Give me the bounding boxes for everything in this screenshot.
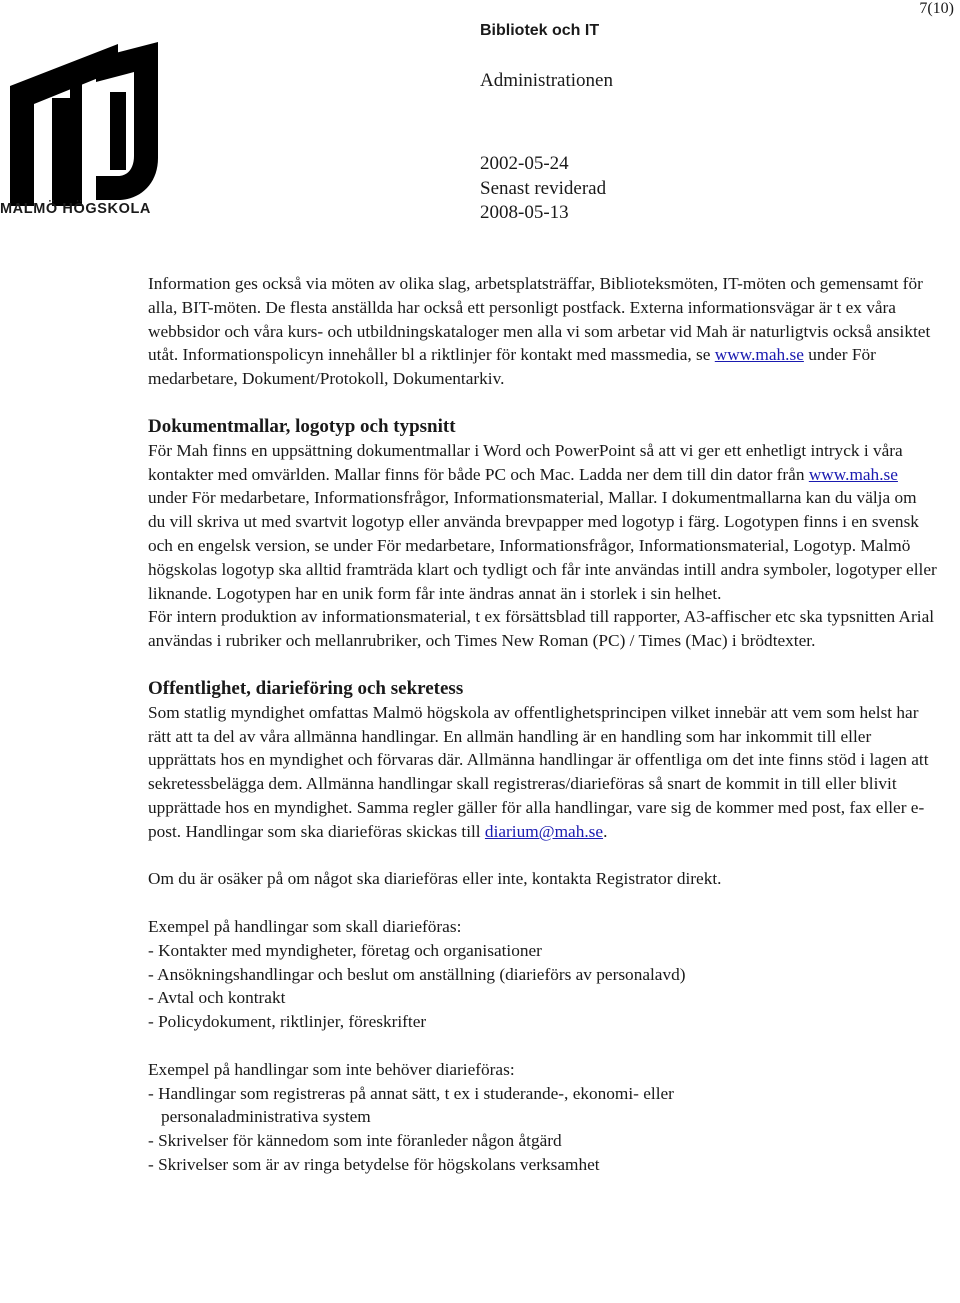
list-item: - Avtal och kontrakt bbox=[148, 988, 286, 1008]
public-records-heading: Offentlighet, diarieföring och sekretess bbox=[148, 677, 464, 699]
list-item: - Kontakter med myndigheter, företag och organisationer bbox=[148, 940, 542, 960]
list-item: - Policydokument, riktlinjer, föreskrifter bbox=[148, 1012, 427, 1032]
page-number: 7(10) bbox=[919, 0, 954, 17]
register-list-title: Exempel på handlingar som skall diarieföras: bbox=[148, 916, 462, 936]
list-item: - Skrivelser för kännedom som inte föranleder någon åtgärd bbox=[148, 1131, 562, 1151]
no-register-list-title: Exempel på handlingar som inte behöver diarieföras: bbox=[148, 1059, 515, 1079]
list-item: - Ansökningshandlingar och beslut om anställning (diarieförs av personalavd) bbox=[148, 964, 686, 984]
public-records-paragraph bbox=[148, 701, 938, 844]
header-dates bbox=[480, 152, 606, 226]
unsure-paragraph: Om du är osäker på om något ska diarieföras eller inte, kontakta Registrator direkt. bbox=[148, 869, 722, 889]
list-item-continuation: personaladministrativa system bbox=[161, 1107, 371, 1127]
templates-text: För Mah finns en uppsättning dokumentmallar i Word och PowerPoint så att vi ger ett enhetligt intryck i våra kontakter med omvärlden. Mallar finns för både PC och Mac. Ladda ner dem till din dator från bbox=[148, 440, 903, 484]
intro-paragraph bbox=[148, 272, 938, 391]
public-records-text: Som statlig myndighet omfattas Malmö högskola av offentlighetsprincipen vilket innebär att vem som helst har rätt att ta del av våra allmänna handlingar. En allmän handling är en handling som har inkommit till eller upprättats hos en myndighet och förvaras där. Allmänna handlingar är offentliga om det inte finns stöd i lagen att sekretessbelägga dem. Allmänna handlingar skall registreras/diarieföras så snart de kommit in till eller blivit upprättade hos en myndighet. Samma regler gäller för alla handlingar, vare sig de kommer med post, fax eller e-post. Handlingar som ska diarieföras skickas till bbox=[148, 702, 929, 841]
templates-website-link[interactable]: www.mah.se bbox=[808, 464, 898, 484]
fonts-paragraph: För intern produktion av informationsmaterial, t ex försättsblad till rapporter, A3-affischer etc ska typsnitten Arial användas i rubriker och mellanrubriker, och Times New Roman (PC) / Times (Mac) i brödtexter. bbox=[148, 607, 935, 651]
document-date: 2002-05-24 bbox=[480, 153, 569, 174]
templates-heading: Dokumentmallar, logotyp och typsnitt bbox=[148, 415, 456, 437]
logo-text: MALMÖ HÖGSKOLA bbox=[0, 201, 151, 217]
header-department: Administrationen bbox=[480, 70, 613, 91]
list-item: - Handlingar som registreras på annat sätt, t ex i studerande-, ekonomi- eller bbox=[148, 1083, 674, 1103]
list-item: - Skrivelser som är av ringa betydelse för högskolans verksamhet bbox=[148, 1154, 600, 1174]
malmo-hogskola-logo-icon bbox=[0, 28, 170, 224]
header-unit: Bibliotek och IT bbox=[480, 22, 600, 39]
public-records-text-end: . bbox=[603, 821, 608, 841]
intro-text-end: under För medarbetare, Dokument/Protokoll, Dokumentarkiv. bbox=[148, 345, 876, 389]
intro-text: Information ges också via möten av olika slag, arbetsplatsträffar, Biblioteksmöten, IT-möten och gemensamt för alla, BIT-möten. De flesta anställda har också ett personligt postfack. Externa informationsvägar är t ex våra webbsidor och våra kurs- och utbildningskataloger men alla vi som arbetar vid Mah är naturligtvis också ansiktet utåt. Informationspolicyn innehåller bl a riktlinjer för kontakt med massmedia, se bbox=[148, 274, 931, 365]
revised-label: Senast reviderad bbox=[480, 177, 607, 199]
mah-website-link[interactable]: www.mah.se bbox=[714, 345, 804, 365]
revised-date: 2008-05-13 bbox=[480, 202, 569, 223]
templates-text-end: under För medarbetare, Informationsfrågor, Informationsmaterial, Mallar. I dokumentmallarna kan du välja om du vill skriva ut med svartvit logotyp eller använda brevpapper med logotyp i färg. Logotypen finns i en svensk och en engelsk version, se under För medarbetare, Informationsfrågor, Informationsmaterial, Logotyp. Malmö högskolas logotyp ska alltid framträda klart och tydligt och får inte användas intill andra symboler, logotyper eller liknande. Logotypen har en unik form får inte ändras annat än i storlek i sin helhet. bbox=[148, 488, 937, 603]
templates-paragraph bbox=[148, 439, 938, 606]
document-body bbox=[148, 272, 938, 1177]
diarium-email-link[interactable]: diarium@mah.se bbox=[484, 821, 604, 841]
